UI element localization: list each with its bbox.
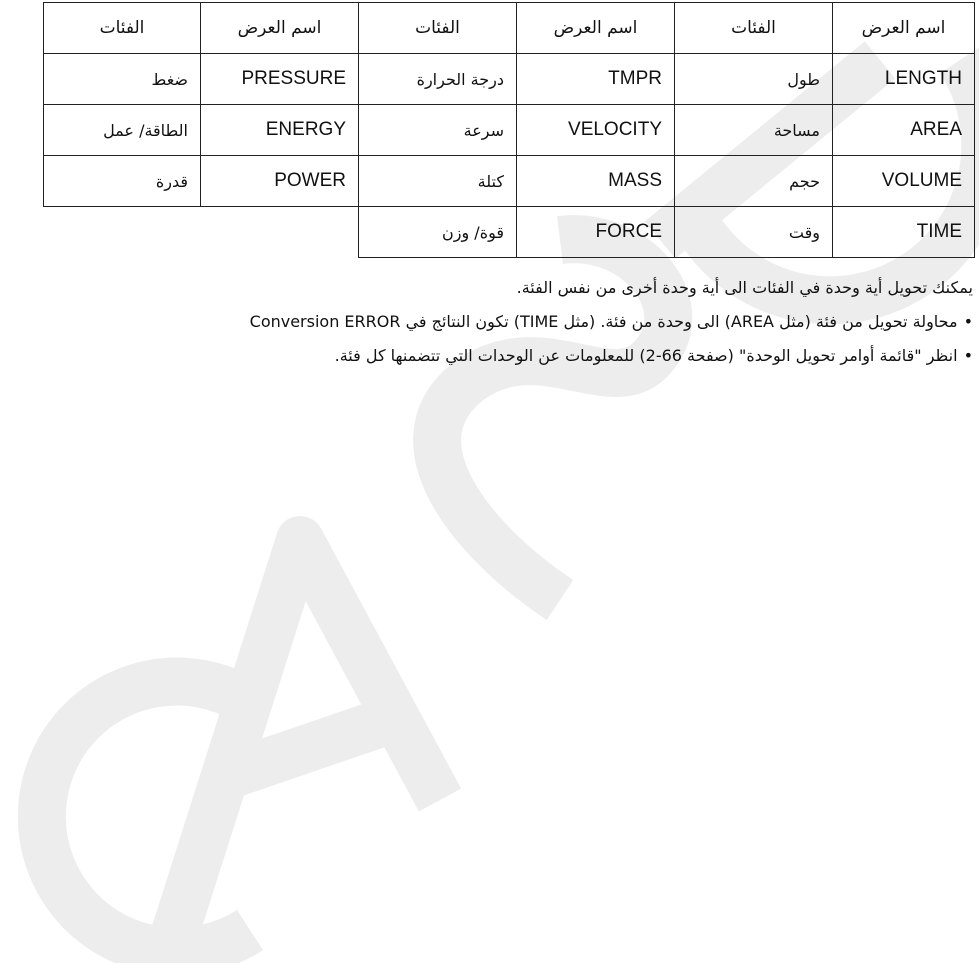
bullet-icon: • (963, 312, 973, 331)
display-name-cell: TMPR (517, 54, 675, 105)
watermark-letter-a (160, 540, 440, 963)
display-name-cell: VELOCITY (517, 105, 675, 156)
category-cell: وقت (675, 207, 833, 258)
display-name-cell: TIME (833, 207, 975, 258)
table-row (44, 105, 975, 156)
table-row (44, 156, 975, 207)
bullet-text: محاولة تحويل من فئة (مثل AREA) الى وحدة من فئة. (مثل TIME) تكون النتائج في Conversion ERROR (249, 312, 958, 331)
category-cell: سرعة (359, 105, 517, 156)
display-name-cell: LENGTH (833, 54, 975, 105)
header-display-name: اسم العرض (201, 3, 359, 54)
header-category: الفئات (359, 3, 517, 54)
display-name-cell: AREA (833, 105, 975, 156)
header-display-name: اسم العرض (517, 3, 675, 54)
display-name-cell: POWER (201, 156, 359, 207)
table-row (44, 207, 975, 258)
category-cell: الطاقة/ عمل (44, 105, 201, 156)
empty-cell (44, 207, 201, 258)
header-category: الفئات (675, 3, 833, 54)
unit-categories-table (43, 2, 975, 258)
header-display-name: اسم العرض (833, 3, 975, 54)
display-name-cell: VOLUME (833, 156, 975, 207)
display-name-cell: FORCE (517, 207, 675, 258)
category-cell: قوة/ وزن (359, 207, 517, 258)
intro-note: يمكنك تحويل أية وحدة في الفئات الى أية وحدة أخرى من نفس الفئة. (516, 278, 973, 297)
bullet-note (0, 314, 973, 348)
category-cell: طول (675, 54, 833, 105)
display-name-cell: MASS (517, 156, 675, 207)
table-row (44, 54, 975, 105)
display-name-cell: ENERGY (201, 105, 359, 156)
header-category: الفئات (44, 3, 201, 54)
category-cell: ضغط (44, 54, 201, 105)
category-cell: درجة الحرارة (359, 54, 517, 105)
bullet-note (0, 348, 973, 378)
category-cell: قدرة (44, 156, 201, 207)
category-cell: كتلة (359, 156, 517, 207)
table-header-row (44, 3, 975, 54)
bullet-icon: • (963, 346, 973, 365)
bullet-text: انظر "قائمة أوامر تحويل الوحدة" (صفحة 66-2) للمعلومات عن الوحدات التي تتضمنها كل فئة. (334, 346, 958, 365)
empty-cell (201, 207, 359, 258)
category-cell: حجم (675, 156, 833, 207)
display-name-cell: PRESSURE (201, 54, 359, 105)
conversion-notes (0, 280, 973, 378)
category-cell: مساحة (675, 105, 833, 156)
